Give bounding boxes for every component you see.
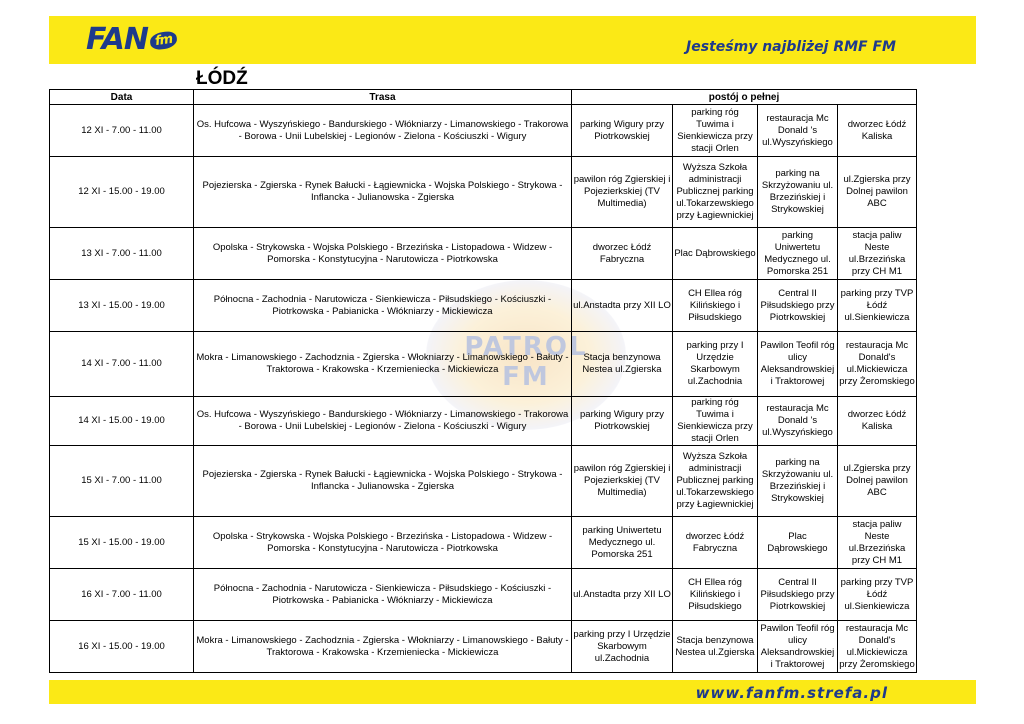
cell-stop: restauracja Mc Donald 's ul.Wyszyńskiego <box>758 105 838 157</box>
cell-date: 13 XI - 15.00 - 19.00 <box>50 280 194 332</box>
cell-stop: dworzec Łódź Kaliska <box>838 397 917 446</box>
cell-route: Północna - Zachodnia - Narutowicza - Sienkiewicza - Piłsudskiego - Kościuszki - Piotrkowska - Pabianicka - Włókniarzy - Mickiewicza <box>194 280 572 332</box>
table-row <box>50 105 917 157</box>
cell-date: 13 XI - 7.00 - 11.00 <box>50 228 194 280</box>
cell-stop: parking przy TVP Łódź ul.Sienkiewicza <box>838 280 917 332</box>
cell-stop: CH Ellea róg Kilińskiego i Piłsudskiego <box>673 569 758 621</box>
cell-stop: dworzec Łódź Kaliska <box>838 105 917 157</box>
cell-stop: ul.Zgierska przy Dolnej pawilon ABC <box>838 157 917 228</box>
table-row <box>50 397 917 446</box>
cell-stop: ul.Anstadta przy XII LO <box>572 569 673 621</box>
table-row <box>50 517 917 569</box>
cell-route: Mokra - Limanowskiego - Zachodznia - Zgierska - Włokniarzy - Limanowskiego - Bałuty - Traktorowa - Krakowska - Krzemieniecka - Mickiewicza <box>194 332 572 397</box>
cell-stop: Plac Dąbrowskiego <box>758 517 838 569</box>
cell-route: Opolska - Strykowska - Wojska Polskiego - Brzezińska - Listopadowa - Widzew - Pomorska - Konstytucyjna - Narutowicza - Piotrkowska <box>194 517 572 569</box>
cell-stop: pawilon róg Zgierskiej i Pojezierkskiej (TV Multimedia) <box>572 446 673 517</box>
table-row <box>50 280 917 332</box>
cell-stop: ul.Anstadta przy XII LO <box>572 280 673 332</box>
cell-date: 12 XI - 7.00 - 11.00 <box>50 105 194 157</box>
cell-stop: Pawilon Teofil róg ulicy Aleksandrowskiej i Traktorowej <box>758 332 838 397</box>
cell-route: Północna - Zachodnia - Narutowicza - Sienkiewicza - Piłsudskiego - Kościuszki - Piotrkowska - Pabianicka - Włókniarzy - Mickiewicza <box>194 569 572 621</box>
cell-route: Mokra - Limanowskiego - Zachodznia - Zgierska - Włokniarzy - Limanowskiego - Bałuty - Traktorowa - Krakowska - Krzemieniecka - Mickiewicza <box>194 621 572 673</box>
cell-stop: ul.Zgierska przy Dolnej pawilon ABC <box>838 446 917 517</box>
table-row <box>50 332 917 397</box>
watermark-text: PATROL FM <box>464 332 588 392</box>
cell-stop: Wyższa Szkoła administracji Publicznej parking ul.Tokarzewskiego przy Łagiewnickiej <box>673 157 758 228</box>
cell-stop: restauracja Mc Donald 's ul.Wyszyńskiego <box>758 397 838 446</box>
cell-date: 15 XI - 7.00 - 11.00 <box>50 446 194 517</box>
cell-stop: Stacja benzynowa Nestea ul.Zgierska <box>673 621 758 673</box>
cell-stop: parking róg Tuwima i Sienkiewicza przy stacji Orlen <box>673 105 758 157</box>
column-header-stops: postój o pełnej <box>572 90 917 105</box>
table-row <box>50 157 917 228</box>
cell-date: 16 XI - 15.00 - 19.00 <box>50 621 194 673</box>
cell-route: Os. Hufcowa - Wyszyńskiego - Bandurskiego - Włókniarzy - Limanowskiego - Trakorowa - Borowa - Unii Lubelskiej - Legionów - Zielona - Kościuszki - Wigury <box>194 105 572 157</box>
cell-stop: Stacja benzynowa Nestea ul.Zgierska <box>572 332 673 397</box>
cell-date: 12 XI - 15.00 - 19.00 <box>50 157 194 228</box>
cell-stop: Pawilon Teofil róg ulicy Aleksandrowskiej i Traktorowej <box>758 621 838 673</box>
slogan: Jesteśmy najbliżej RMF FM <box>686 39 896 55</box>
cell-route: Pojezierska - Zgierska - Rynek Bałucki - Łągiewnicka - Wojska Polskiego - Strykowa - Inflancka - Julianowska - Zgierska <box>194 157 572 228</box>
cell-stop: parking na Skrzyżowaniu ul. Brzezińskiej i Strykowskiej <box>758 446 838 517</box>
table-row <box>50 446 917 517</box>
cell-stop: parking Uniwertetu Medycznego ul. Pomorska 251 <box>572 517 673 569</box>
cell-stop: parking przy I Urzędzie Skarbowym ul.Zachodnia <box>572 621 673 673</box>
cell-stop: stacja paliw Neste ul.Brzezińska przy CH M1 <box>838 517 917 569</box>
cell-stop: parking Wigury przy Piotrkowskiej <box>572 397 673 446</box>
logo-text: FAN <box>86 22 148 57</box>
cell-stop: parking przy TVP Łódź ul.Sienkiewicza <box>838 569 917 621</box>
column-header-route: Trasa <box>194 90 572 105</box>
website-link[interactable]: www.fanfm.strefa.pl <box>695 684 888 702</box>
cell-date: 15 XI - 15.00 - 19.00 <box>50 517 194 569</box>
table-row <box>50 228 917 280</box>
cell-stop: dworzec Łódź Fabryczna <box>673 517 758 569</box>
cell-stop: parking przy I Urzędzie Skarbowym ul.Zachodnia <box>673 332 758 397</box>
cell-route: Opolska - Strykowska - Wojska Polskiego - Brzezińska - Listopadowa - Widzew - Pomorska - Konstytucyjna - Narutowicza - Piotrkowska <box>194 228 572 280</box>
cell-stop: Central II Piłsudskiego przy Piotrkowskiej <box>758 569 838 621</box>
fan-fm-logo <box>86 22 177 62</box>
cell-stop: restauracja Mc Donald's ul.Mickiewicza przy Żeromskiego <box>838 621 917 673</box>
cell-date: 16 XI - 7.00 - 11.00 <box>50 569 194 621</box>
cell-stop: pawilon róg Zgierskiej i Pojezierkskiej (TV Multimedia) <box>572 157 673 228</box>
table-header-row <box>50 90 917 105</box>
column-header-date: Data <box>50 90 194 105</box>
table-row <box>50 569 917 621</box>
cell-date: 14 XI - 7.00 - 11.00 <box>50 332 194 397</box>
page-title: ŁÓDŹ <box>196 68 248 89</box>
cell-stop: stacja paliw Neste ul.Brzezińska przy CH M1 <box>838 228 917 280</box>
cell-stop: parking róg Tuwima i Sienkiewicza przy stacji Orlen <box>673 397 758 446</box>
schedule-table <box>49 89 917 673</box>
cell-stop: Wyższa Szkoła administracji Publicznej parking ul.Tokarzewskiego przy Łagiewnickiej <box>673 446 758 517</box>
cell-stop: restauracja Mc Donald's ul.Mickiewicza przy Żeromskiego <box>838 332 917 397</box>
table-row <box>50 621 917 673</box>
cell-stop: dworzec Łódź Fabryczna <box>572 228 673 280</box>
cell-stop: parking Uniwertetu Medycznego ul. Pomorska 251 <box>758 228 838 280</box>
logo-fm-badge: fm <box>149 30 178 51</box>
cell-stop: CH Ellea róg Kilińskiego i Piłsudskiego <box>673 280 758 332</box>
cell-route: Pojezierska - Zgierska - Rynek Bałucki - Łągiewnicka - Wojska Polskiego - Strykowa - Inflancka - Julianowska - Zgierska <box>194 446 572 517</box>
cell-route: Os. Hufcowa - Wyszyńskiego - Bandurskiego - Włókniarzy - Limanowskiego - Trakorowa - Borowa - Unii Lubelskiej - Legionów - Zielona - Kościuszki - Wigury <box>194 397 572 446</box>
cell-stop: parking Wigury przy Piotrkowskiej <box>572 105 673 157</box>
cell-stop: parking na Skrzyżowaniu ul. Brzezińskiej i Strykowskiej <box>758 157 838 228</box>
cell-stop: Central II Piłsudskiego przy Piotrkowskiej <box>758 280 838 332</box>
cell-date: 14 XI - 15.00 - 19.00 <box>50 397 194 446</box>
cell-stop: Plac Dąbrowskiego <box>673 228 758 280</box>
